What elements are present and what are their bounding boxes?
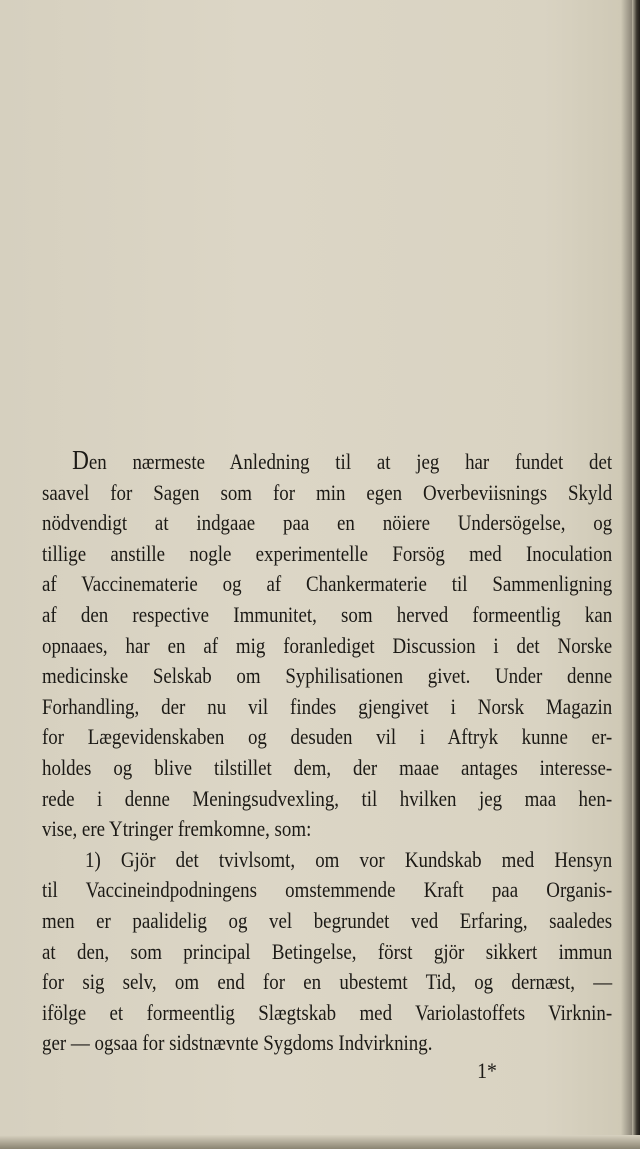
text-line: saavel for Sagen som for min egen Overbeviisnings Skyld [42,479,613,505]
text-line [42,445,612,478]
text-line: Forhandling, der nu vil findes gjengivet i Norsk Magazin [42,693,613,719]
text-line: 1) Gjör det tvivlsomt, om vor Kundskab med Hensyn [85,846,613,872]
text-line: tillige anstille nogle experimentelle Forsög med Inoculation [42,540,613,566]
text-line: holdes og blive tilstillet dem, der maae antages interesse- [42,754,613,780]
first-line-rest: en nærmeste Anledning til at jeg har fundet det [88,449,613,474]
text-line: ger — ogsaa for sidstnævnte Sygdoms Indvirkning. [42,1030,433,1056]
text-line: men er paalidelig og vel begrundet ved Erfaring, saaledes [42,907,613,933]
text-line: rede i denne Meningsudvexling, til hvilken jeg maa hen- [42,785,613,811]
text-line: medicinske Selskab om Syphilisationen givet. Under denne [42,663,613,689]
text-line: til Vaccineindpodningens omstemmende Kraft paa Organis- [42,877,613,903]
paragraph-initial: D [72,445,89,475]
text-line: opnaaes, har en af mig foranlediget Discussion i det Norske [42,632,613,658]
signature-mark: 1* [477,1058,497,1083]
body-text [42,445,612,1059]
page-edge-bottom [0,1135,640,1149]
text-line: at den, som principal Betingelse, först gjör sikkert immun [42,938,613,964]
page-edge-right [632,0,640,1149]
text-line: for sig selv, om end for en ubestemt Tid, og dernæst, — [42,969,613,995]
text-line: ifölge et formeentlig Slægtskab med Variolastoffets Virknin- [42,999,613,1025]
text-line: for Lægevidenskaben og desuden vil i Aftryk kunne er- [42,724,613,750]
text-line: vise, ere Ytringer fremkomne, som: [42,816,312,842]
text-line: nödvendigt at indgaae paa en nöiere Undersögelse, og [42,510,613,536]
text-line: af den respective Immunitet, som herved formeentlig kan [42,601,613,627]
text-line: af Vaccinematerie og af Chankermaterie til Sammenligning [42,571,613,597]
